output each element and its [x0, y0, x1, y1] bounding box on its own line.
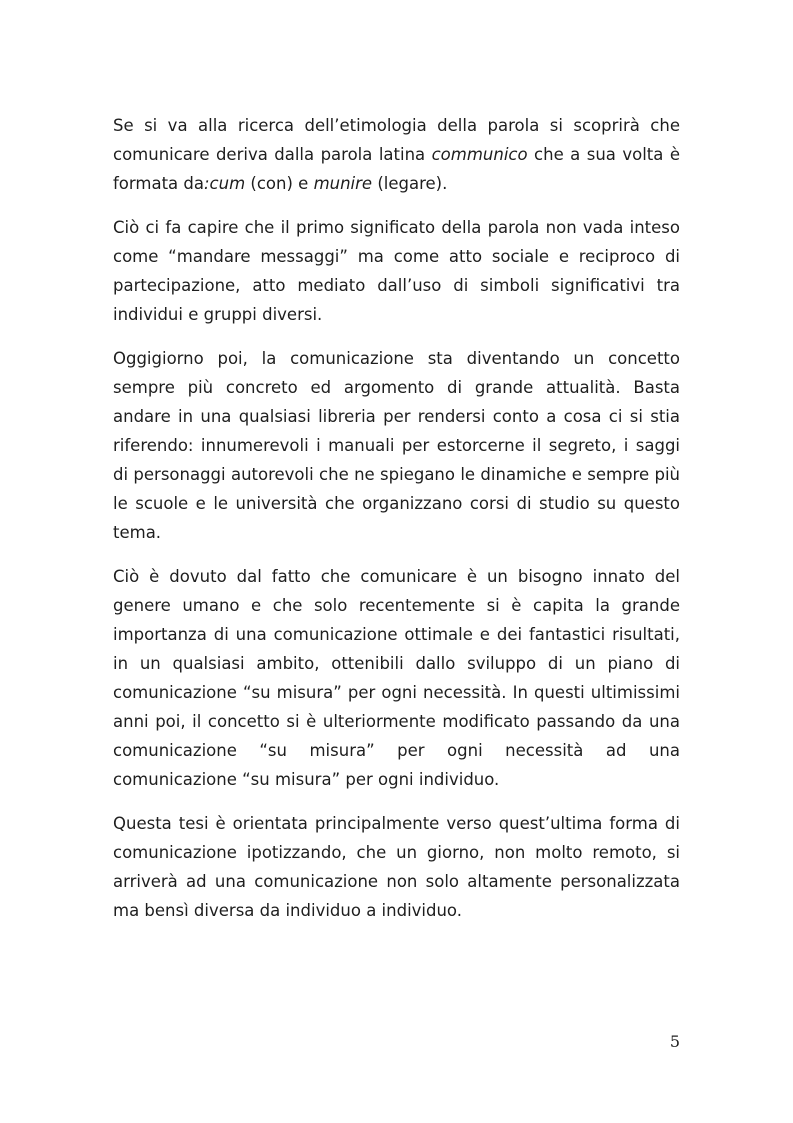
paragraph-etymology	[113, 111, 680, 198]
paragraph-text: che a sua volta è formata da	[113, 145, 680, 193]
paragraph-text: (con) e	[245, 174, 314, 193]
paragraph-text: (legare).	[372, 174, 448, 193]
paragraph-need: Ciò è dovuto dal fatto che comunicare è un bisogno innato del genere umano e che solo recentemente si è capita la grande importanza di una comunicazione ottimale e dei fantastici risultati, in un qualsiasi ambito, ottenibili dallo sviluppo di un piano di comunicazione “su misura” per ogni necessità. In questi ultimissimi anni poi, il concetto si è ulteriormente modificato passando da una comunicazione “su misura” per ogni necessità ad una comunicazione “su misura” per ogni individuo.	[113, 567, 680, 789]
paragraph-actuality: Oggigiorno poi, la comunicazione sta diventando un concetto sempre più concreto ed argomento di grande attualità. Basta andare in una qualsiasi libreria per rendersi conto a cosa ci si stia riferendo: innumerevoli i manuali per estorcerne il segreto, i saggi di personaggi autorevoli che ne spiegano le dinamiche e sempre più le scuole e le università che organizzano corsi di studio su questo tema.	[113, 349, 680, 542]
paragraph-meaning: Ciò ci fa capire che il primo significato della parola non vada inteso come “mandare messaggi” ma come atto sociale e reciproco di partecipazione, atto mediato dall’uso di simboli significativi tra individui e gruppi diversi.	[113, 218, 680, 324]
page-number: 5	[669, 1032, 680, 1051]
italic-term: :cum	[204, 174, 246, 193]
paragraph-text: Se si va alla ricerca dell’etimologia della parola si scoprirà che comunicare deriva dalla parola latina	[113, 116, 680, 164]
italic-term: communico	[431, 145, 528, 164]
body-text	[113, 111, 680, 940]
paragraph-thesis: Questa tesi è orientata principalmente verso quest’ultima forma di comunicazione ipotizzando, che un giorno, non molto remoto, si arriverà ad una comunicazione non solo altamente personalizzata ma bensì diversa da individuo a individuo.	[113, 814, 680, 920]
italic-term: munire	[313, 174, 373, 193]
